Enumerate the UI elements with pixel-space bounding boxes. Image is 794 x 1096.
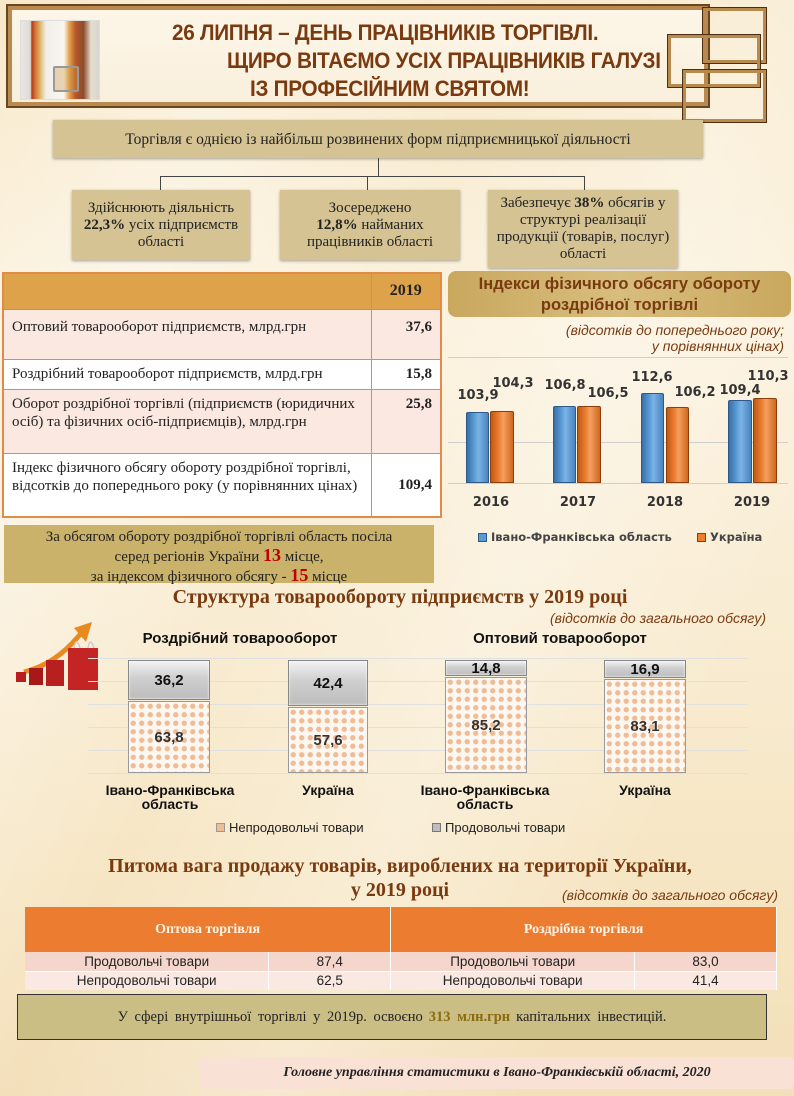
row-value: 37,6: [371, 309, 441, 359]
tree-connector: [378, 158, 379, 176]
bar-food-region: 36,2: [128, 660, 210, 700]
ranking-text: за індексом фізичного обсягу -: [90, 569, 287, 585]
share-col-wholesale: Оптова торгівля: [25, 907, 391, 952]
intro-box-percent: 12,8%: [316, 216, 358, 233]
bar-if-2018: [641, 393, 664, 483]
bar-if-2016: [466, 412, 489, 483]
legend-label: Івано-Франківська область: [491, 530, 672, 544]
ranking-text: місце: [312, 569, 348, 585]
table-row: [3, 309, 441, 359]
header-title-line-2: ЩИРО ВІТАЄМО УСІХ ПРАЦІВНИКІВ ГАЛУЗІ: [227, 48, 661, 73]
row-label: Оптовий товарооборот підприємств, млрд.грн: [3, 309, 371, 359]
intro-box-text: усіх підприємств області: [128, 216, 239, 250]
bar-food-ukraine: 16,9: [604, 660, 686, 678]
bar-if-2017: [553, 406, 576, 483]
bar-nonfood-ukraine: 83,1: [604, 679, 686, 773]
row-value: 25,8: [371, 389, 441, 453]
bar-food-region: 14,8: [445, 660, 527, 676]
legend-swatch-icon: [697, 533, 706, 542]
table-row: [25, 971, 777, 990]
table-row: [3, 389, 441, 453]
bar-ua-2019: [753, 398, 777, 483]
chart-retail-index-subtitle: (відсотків до попереднього року; у порівнянних цінах): [565, 322, 784, 354]
intro-box-text: Здійснюють діяльність: [87, 199, 235, 216]
chart-retail-structure-title: Роздрібний товарооборот: [142, 630, 338, 647]
row-value: 83,0: [635, 952, 777, 971]
intro-box-text: обсягів у структурі реалізації продукції (товарів, послуг) області: [496, 195, 670, 262]
intro-main-text: Торгівля є однією із найбільш розвинених форм підприємницької діяльності: [125, 130, 631, 148]
ranking-retail-place: 13: [263, 545, 282, 565]
shopping-bags-growth-icon: [12, 614, 112, 694]
x-axis-label: 2017: [559, 495, 597, 510]
legend-label: Україна: [710, 530, 763, 544]
ranking-box: [4, 525, 434, 583]
investment-text: У сфері внутрішньої торгівлі у 2019р. освоєно: [117, 1008, 423, 1025]
share-col-retail: Роздрібна торгівля: [391, 907, 777, 952]
share-table: [25, 907, 777, 990]
row-value: 109,4: [371, 453, 441, 517]
legend-swatch-icon: [478, 533, 487, 542]
header-title-line-1: 26 ЛИПНЯ – ДЕНЬ ПРАЦІВНИКІВ ТОРГІВЛІ.: [172, 20, 599, 45]
row-label: Продовольчі товари: [25, 952, 269, 971]
x-axis-label: 2018: [646, 495, 684, 510]
data-label: 106,2: [674, 385, 716, 400]
investment-text: капітальних інвестицій.: [516, 1008, 667, 1025]
bar-if-2019: [728, 400, 752, 483]
table-header-year: 2019: [371, 273, 441, 309]
legend-label: Непродовольчі товари: [229, 820, 364, 835]
data-label: 103,9: [457, 388, 499, 403]
row-label: Непродовольчі товари: [25, 971, 269, 990]
data-label: 106,8: [544, 378, 586, 393]
ranking-text: За обсягом обороту роздрібної торгівлі область посіла: [45, 529, 393, 545]
legend-item-food: [432, 820, 565, 835]
bar-food-ukraine: 42,4: [288, 660, 368, 706]
category-label-region: [410, 783, 560, 811]
row-label: Непродовольчі товари: [391, 971, 635, 990]
table-header-label: [3, 273, 371, 309]
intro-box-text: Забезпечує: [500, 195, 571, 211]
legend-item-nonfood: [216, 820, 364, 835]
x-axis-label: 2016: [472, 495, 510, 510]
tree-connector: [160, 176, 585, 177]
header-banner: [8, 6, 708, 106]
data-label: 106,5: [587, 386, 629, 401]
share-title-line-1: Питома вага продажу товарів, вироблених на території України,: [108, 855, 692, 877]
category-label-text: область: [141, 796, 199, 812]
row-value: 62,5: [269, 971, 391, 990]
structure-note: (відсотків до загального обсягу): [550, 610, 766, 626]
ranking-text: серед регіонів України: [114, 549, 260, 565]
supermarket-photo: [20, 20, 100, 100]
bar-ua-2017: [577, 406, 601, 483]
category-label-ukraine: Україна: [619, 782, 671, 798]
category-label-ukraine: Україна: [302, 782, 354, 798]
intro-box-sales-share: [488, 190, 678, 268]
indicators-table: [2, 272, 442, 518]
row-value: 87,4: [269, 952, 391, 971]
ranking-index-place: 15: [290, 565, 309, 585]
row-label: Продовольчі товари: [391, 952, 635, 971]
footer-source: Головне управління статистики в Івано-Франківській області, 2020: [200, 1057, 794, 1089]
investment-box: [17, 994, 767, 1040]
intro-box-enterprises: [72, 190, 250, 260]
share-title-line-2: у 2019 році: [350, 879, 450, 901]
share-note: (відсотків до загального обсягу): [562, 887, 778, 903]
category-label-text: Івано-Франківська: [105, 782, 235, 798]
bar-ua-2018: [666, 407, 689, 483]
bar-nonfood-region: 85,2: [445, 677, 527, 773]
x-axis-label: 2019: [733, 495, 771, 510]
bar-ua-2016: [490, 411, 514, 483]
legend-swatch-icon: [216, 823, 225, 832]
row-value: 15,8: [371, 359, 441, 389]
row-label: Оборот роздрібної торгівлі (підприємств (юридичних осіб) та фізичних осіб-підприємців), млрд.грн: [3, 389, 371, 453]
intro-box-text: найманих працівників області: [306, 216, 434, 250]
category-label-text: область: [456, 796, 514, 812]
category-label-text: Івано-Франківська: [420, 782, 550, 798]
legend-item-ukraine: [697, 530, 762, 544]
row-label: Індекс фізичного обсягу обороту роздрібної торгівлі, відсотків до попереднього року (у порівнянних цінах): [3, 453, 371, 517]
row-label: Роздрібний товарооборот підприємств, млрд.грн: [3, 359, 371, 389]
bar-nonfood-ukraine: 57,6: [288, 707, 368, 773]
bar-nonfood-region: 63,8: [128, 701, 210, 773]
table-row: [3, 453, 441, 517]
intro-box-percent: 38%: [574, 195, 605, 211]
data-label: 112,6: [631, 370, 673, 385]
data-label: 104,3: [492, 376, 534, 391]
intro-main-box: [53, 120, 703, 158]
chart-wholesale-structure-title: Оптовий товарооборот: [473, 630, 647, 647]
intro-box-percent: 22,3%: [83, 216, 126, 233]
legend-label: Продовольчі товари: [445, 820, 566, 835]
intro-box-employees: [280, 190, 460, 260]
row-value: 41,4: [635, 971, 777, 990]
table-header-row: [3, 273, 441, 309]
header-title-line-3: ІЗ ПРОФЕСІЙНИМ СВЯТОМ!: [250, 76, 530, 101]
table-row: [25, 952, 777, 971]
chart-retail-index-title: Індекси фізичного обсягу обороту роздрібної торгівлі: [448, 271, 791, 317]
table-row: [3, 359, 441, 389]
structure-title: Структура товарообороту підприємств у 2019 році: [172, 586, 628, 608]
legend-item-region: [478, 530, 672, 544]
intro-box-text: Зосереджено: [328, 199, 412, 216]
ranking-text: місце,: [284, 549, 324, 565]
investment-amount: 313 млн.грн: [428, 1008, 511, 1025]
legend-swatch-icon: [432, 823, 441, 832]
data-label: 110,3: [747, 369, 789, 384]
data-label: 109,4: [719, 383, 761, 398]
category-label-region: [95, 783, 245, 811]
